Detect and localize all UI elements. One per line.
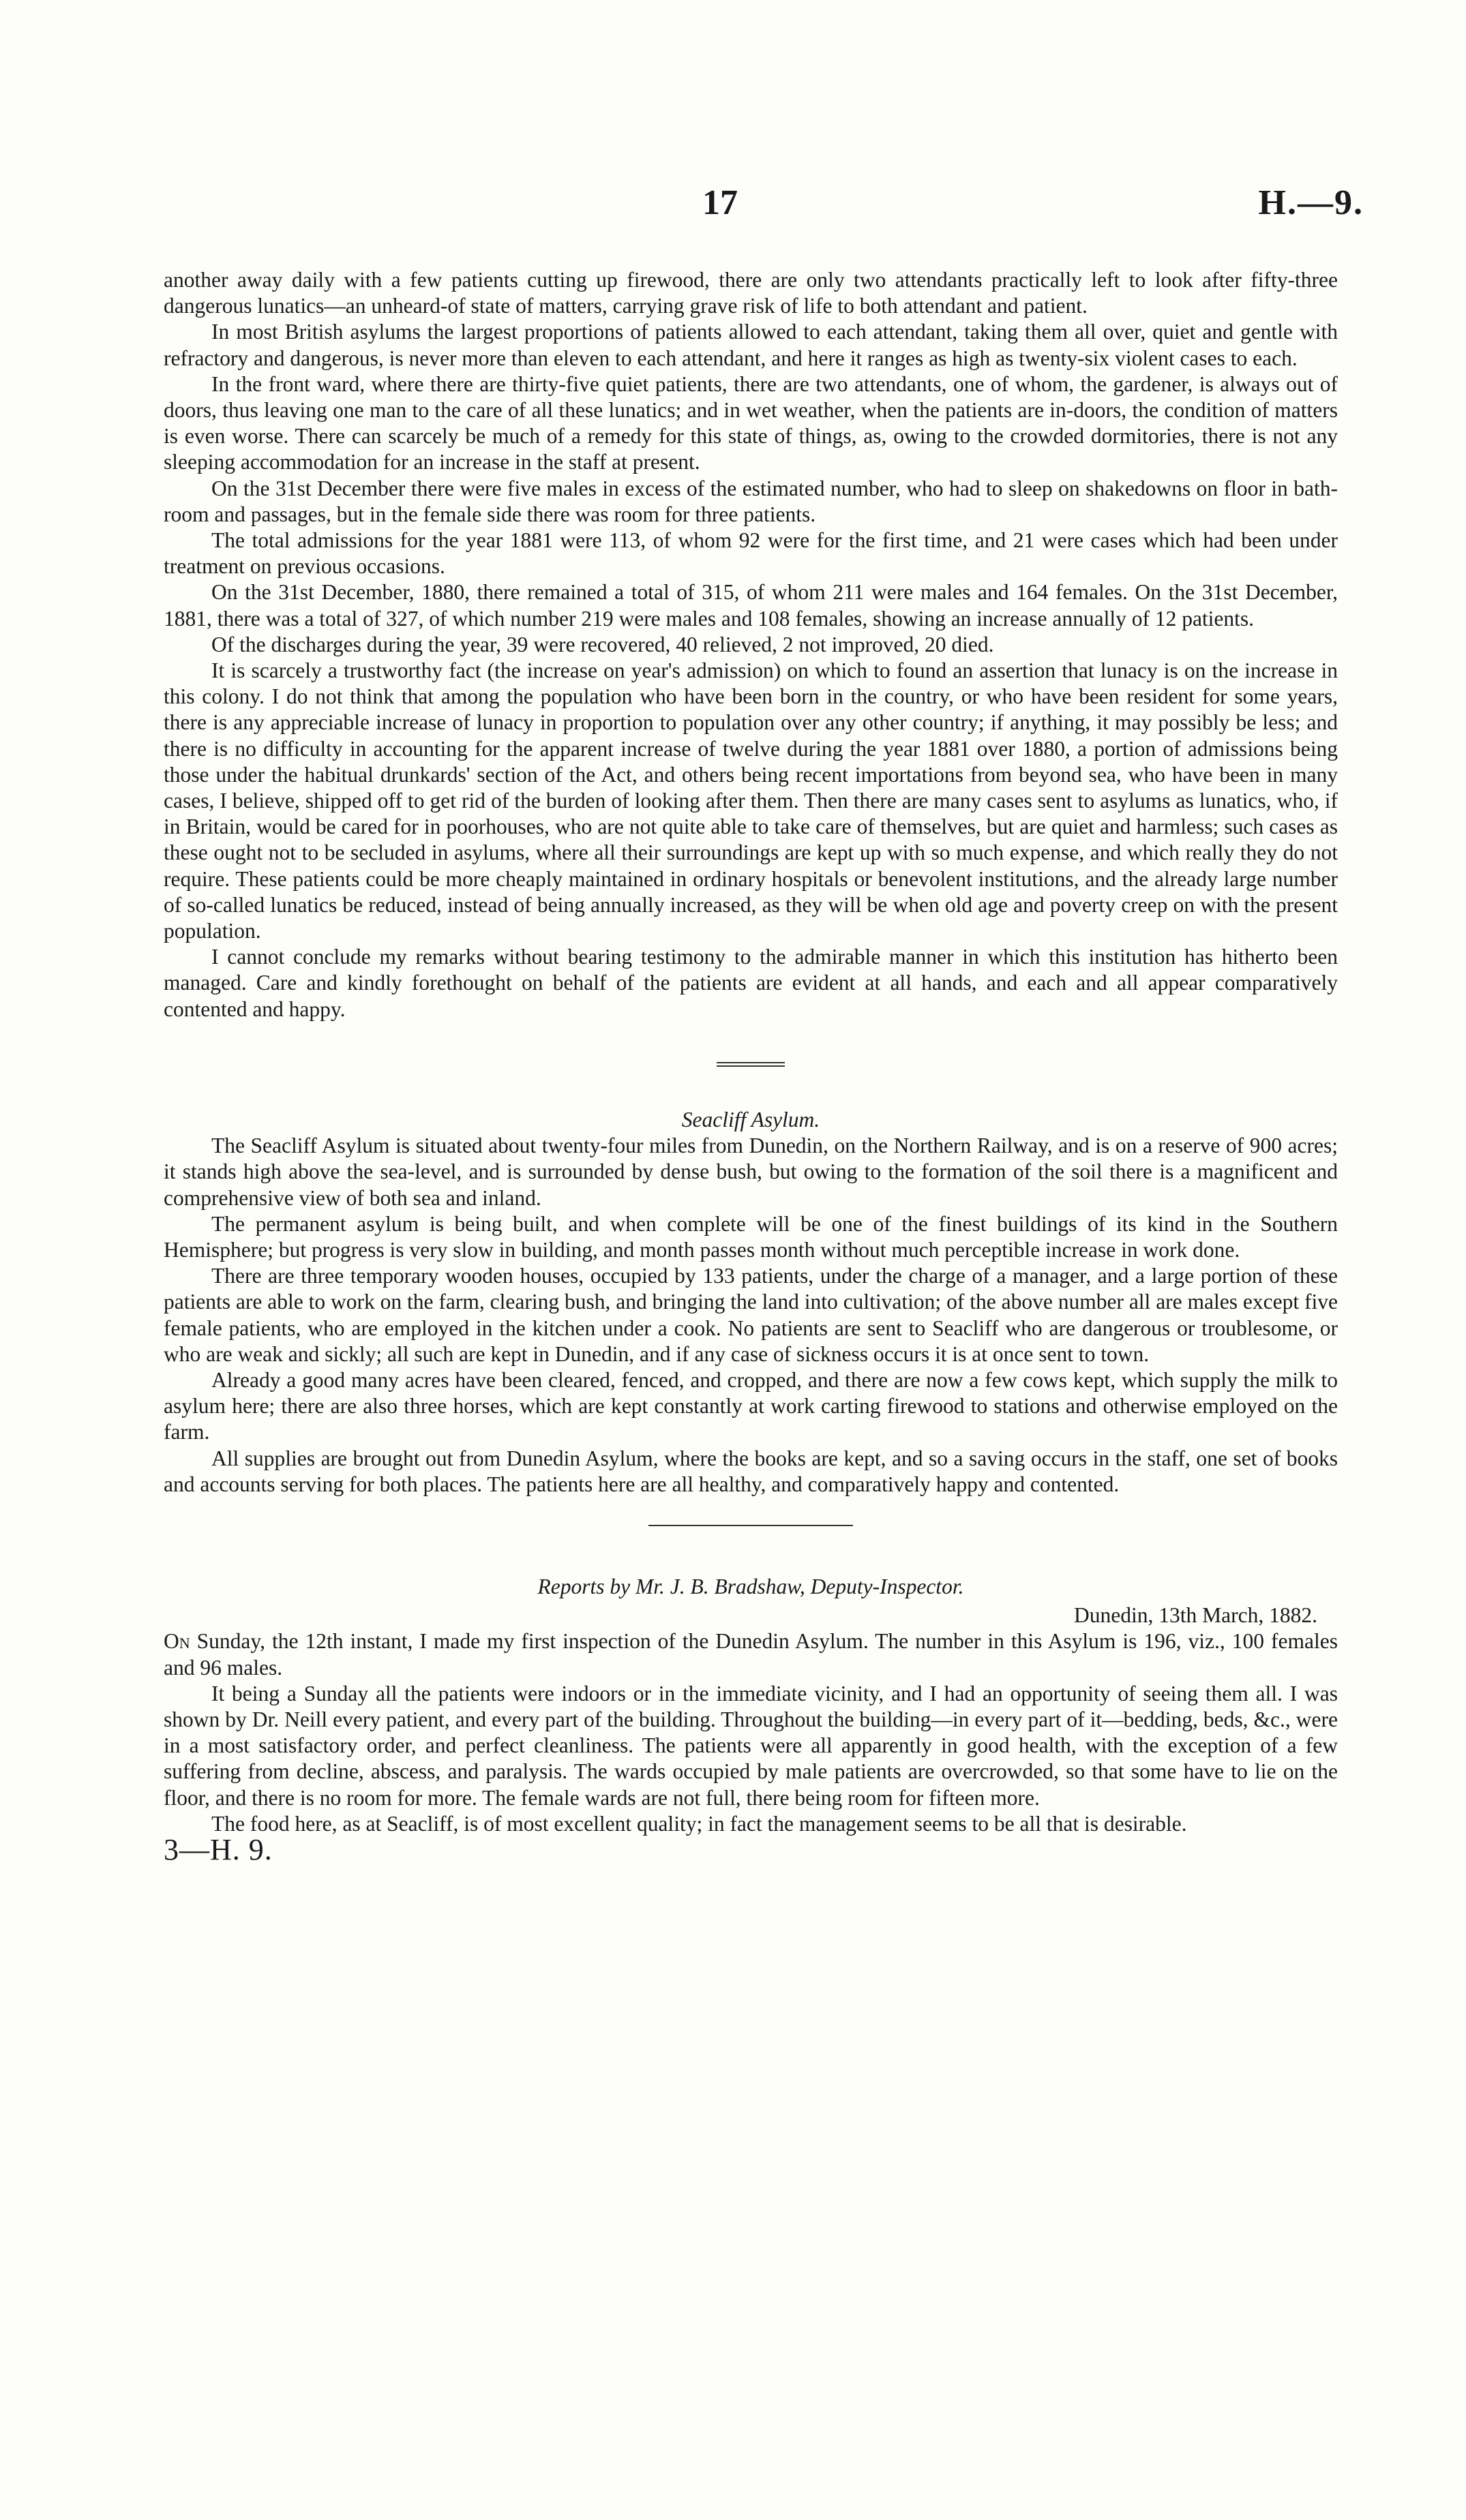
paragraph: It being a Sunday all the patients were indoors or in the immediate vicinity, and I had an opportunity of seeing them all. I was shown by Dr. Neill every patient, and every part of the building. Throughout the building—in every part of it—bedding, beds, &c., were in a most satisfactory order, and perfect cleanliness. The patients were all apparently in good health, with the exception of a few suffering from decline, abscess, and paralysis. The wards occupied by male patients are overcrowded, so that some have to lie on the floor, and there is no room for more. The female wards are not full, there being room for fifteen more. [164,1681,1338,1810]
paragraph-text: Sunday, the 12th instant, I made my first inspection of the Dunedin Asylum. The number in this Asylum is 196, viz., 100 females and 96 males. [164,1629,1338,1680]
page-header [0,183,1466,230]
paragraph: It is scarcely a trustworthy fact (the increase on year's admission) on which to found an assertion that lunacy is on the increase in this colony. I do not think that among the population who have been born in the country, or who have been resident for some years, there is any appreciable increase of lunacy in proportion to population over any other country; if anything, it may possibly be less; and there is no difficulty in accounting for the apparent increase of twelve during the year 1881 over 1880, a portion of admissions being those under the habitual drunkards' section of the Act, and others being recent importations from beyond sea, who have been in many cases, I believe, shipped off to get rid of the burden of looking after them. Then there are many cases sent to asylums as lunatics, who, if in Britain, would be cared for in poorhouses, who are not quite able to take care of themselves, but are quiet and harmless; such cases as these ought not to be secluded in asylums, where all their surroundings are kept up with so much expense, and which really they do not require. These patients could be more cheaply maintained in ordinary hospitals or benevolent institutions, and the already large number of so-called lunatics be reduced, instead of being annually increased, as they will be when old age and poverty creep on with the present population. [164,658,1338,943]
paragraph: The Seacliff Asylum is situated about twenty-four miles from Dunedin, on the Northern Railway, and is on a reserve of 900 acres; it stands high above the sea-level, and is surrounded by dense bush, but owing to the formation of the soil there is a magnificent and comprehensive view of both sea and inland. [164,1134,1338,1210]
paragraph: In most British asylums the largest proportions of patients allowed to each attendant, taking them all over, quiet and gentle with refractory and dangerous, is never more than eleven to each attendant, and here it ranges as high as twenty-six violent cases to each. [164,320,1338,370]
paragraph: I cannot conclude my remarks without bearing testimony to the admirable manner in which this institution has hitherto been managed. Care and kindly forethought on behalf of the patients are evident at all hands, and each and all appear comparatively contented and happy. [164,945,1338,1021]
section-title-reports: Reports by Mr. J. B. Bradshaw, Deputy-Inspector. [537,1574,964,1598]
dateline: Dunedin, 13th March, 1882. [1074,1603,1317,1628]
paragraph: The total admissions for the year 1881 were 113, of whom 92 were for the first time, and 21 were cases which had been under treatment on previous occasions. [164,528,1338,579]
section-divider [648,1525,853,1526]
document-reference: H.—9. [1258,183,1364,222]
paragraph: In the front ward, where there are thirty-five quiet patients, there are two attendants, one of whom, the gardener, is always out of doors, thus leaving one man to the care of all these lunatics; and in wet weather, when the patients are in-doors, the condition of matters is even worse. There can scarcely be much of a remedy for this state of things, as, owing to the crowded dormitories, there is not any sleeping accommodation for an increase in the staff at present. [164,371,1338,474]
drop-word: On [164,1629,190,1654]
body-text [164,267,1338,1866]
paragraph: Of the discharges during the year, 39 were recovered, 40 relieved, 2 not improved, 20 died. [211,632,994,656]
page-number: 17 [702,183,738,222]
signature-mark: 3—H. 9. [164,1832,273,1866]
section-title-seacliff: Seacliff Asylum. [681,1107,820,1132]
section-divider [717,1062,785,1067]
paragraph: There are three temporary wooden houses, occupied by 133 patients, under the charge of a manager, and a large portion of these patients are able to work on the farm, clearing bush, and bringing the land into cultivation; of the above number all are males except five female patients, who are employed in the kitchen under a cook. No patients are sent to Seacliff who are dangerous or troublesome, or who are weak and sickly; all such are kept in Dunedin, and if any case of sickness occurs it is at once sent to town. [164,1264,1338,1366]
paragraph: The permanent asylum is being built, and when complete will be one of the finest buildings of its kind in the Southern Hemisphere; but progress is very slow in building, and month passes month without much perceptible increase in work done. [164,1211,1338,1262]
paragraph: All supplies are brought out from Dunedin Asylum, where the books are kept, and so a saving occurs in the staff, one set of books and accounts serving for both places. The patients here are all healthy, and comparatively happy and contented. [164,1446,1338,1496]
paragraph [164,1628,1338,1680]
paragraph: another away daily with a few patients cutting up firewood, there are only two attendants practically left to look after fifty-three dangerous lunatics—an unheard-of state of matters, carrying grave risk of life to both attendant and patient. [164,268,1338,318]
paragraph: The food here, as at Seacliff, is of most excellent quality; in fact the management seems to be all that is desirable. [211,1811,1187,1836]
paragraph: On the 31st December there were five males in excess of the estimated number, who had to sleep on shakedowns on floor in bath-room and passages, but in the female side there was room for three patients. [164,476,1338,526]
paragraph: On the 31st December, 1880, there remained a total of 315, of whom 211 were males and 164 females. On the 31st December, 1881, there was a total of 327, of which number 219 were males and 108 females, showing an increase annually of 12 patients. [164,580,1338,631]
paragraph: Already a good many acres have been cleared, fenced, and cropped, and there are now a few cows kept, which supply the milk to asylum here; there are also three horses, which are kept constantly at work carting firewood to stations and otherwise employed on the farm. [164,1367,1338,1444]
